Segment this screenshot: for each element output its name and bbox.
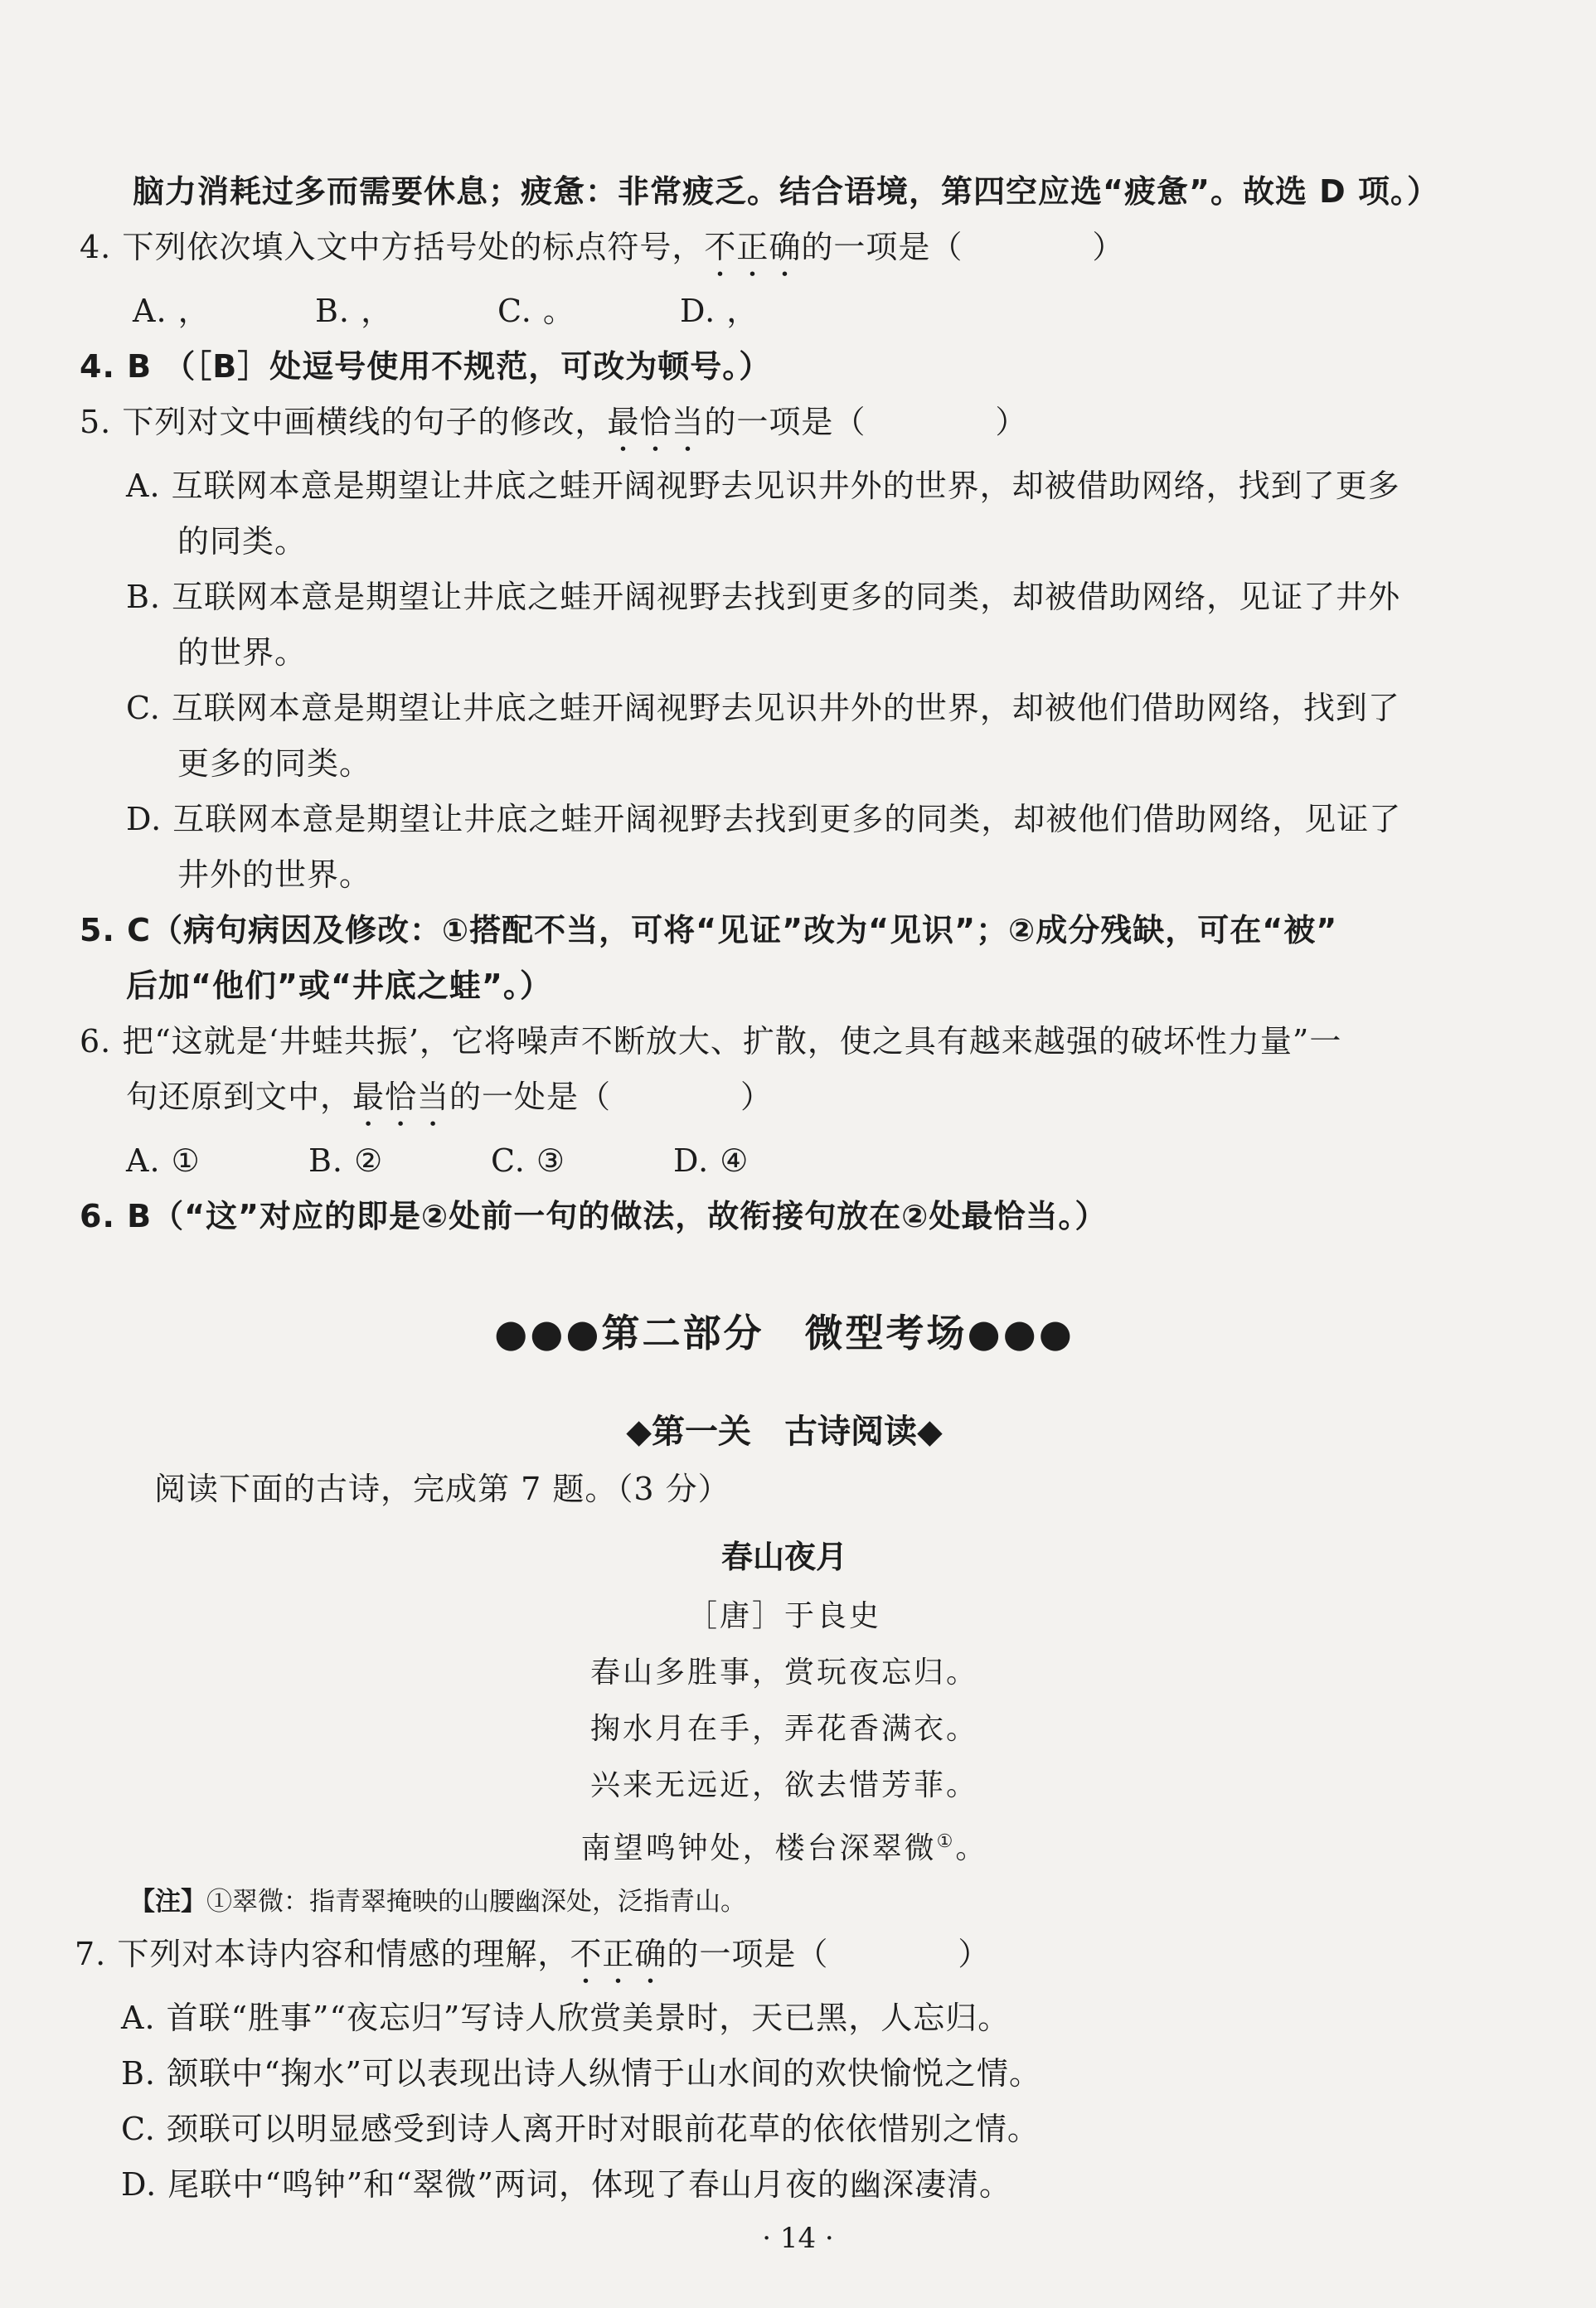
answer-5-line1: 5. C（病句病因及修改：①搭配不当，可将“见证”改为“见识”；②成分残缺，可在“被” (80, 912, 1338, 948)
content (75, 164, 1489, 2213)
q6-option-d: D. ④ (673, 1142, 749, 1179)
question-6-line1: 6. 把“这就是‘井蛙共振’，它将噪声不断放大、扩散，使之具有越来越强的破坏性力量”一 (80, 1023, 1342, 1059)
answer-4: 4. B （［B］处逗号使用不规范，可改为顿号。） (80, 348, 772, 385)
q5-option-b-line2: 的世界。 (177, 634, 308, 671)
poem-line-4 (80, 1814, 1489, 1877)
note-marker: ① (936, 1831, 956, 1852)
page-number: · 14 · (762, 2222, 834, 2255)
q7-option-c: C. 颈联可以明显感受到诗人离开时对眼前花草的依依惜别之情。 (121, 2111, 1040, 2147)
answer-continuation: 脑力消耗过多而需要休息；疲惫：非常疲乏。结合语境，第四空应选“疲惫”。故选 D 项。） (133, 173, 1439, 210)
q4-pre: 4. 下列依次填入文中方括号处的标点符号， (80, 229, 705, 265)
q4-option-b: B. ， (315, 293, 394, 329)
q7-emphasis: 不正确 (570, 1936, 667, 1972)
question-4 (80, 220, 1489, 284)
q5-option-a-line1: A. 互联网本意是期望让井底之蛙开阔视野去见识井外的世界，却被借助网络，找到了更多 (126, 468, 1400, 504)
section-title: ●●●第二部分 微型考场●●● (494, 1311, 1075, 1355)
q6-option-c: C. ③ (491, 1142, 565, 1179)
answer-6: 6. B（“这”对应的即是②处前一句的做法，故衔接句放在②处最恰当。） (80, 1198, 1108, 1234)
level-title: ◆第一关 古诗阅读◆ (626, 1413, 943, 1451)
poem-note (80, 1877, 1489, 1927)
q7-post: 的一项是（ ） (667, 1936, 991, 1972)
poem-line-4-end: 。 (955, 1831, 988, 1865)
q7-option-b: B. 颔联中“掬水”可以表现出诗人纵情于山水间的欢快愉悦之情。 (121, 2055, 1041, 2092)
q5-post: 的一项是（ ） (704, 404, 1028, 440)
poem-line-1: 春山多胜事，赏玩夜忘归。 (589, 1656, 978, 1690)
question-7 (75, 1927, 1489, 1990)
q5-option-c-line1: C. 互联网本意是期望让井底之蛙开阔视野去见识井外的世界，却被他们借助网络，找到了 (126, 690, 1400, 726)
q6-emphasis: 最恰当 (352, 1079, 450, 1115)
note-text: ①翠微：指青翠掩映的山腰幽深处，泛指青山。 (206, 1887, 746, 1917)
q4-emphasis: 不正确 (704, 229, 802, 265)
q5-option-b-line1: B. 互联网本意是期望让井底之蛙开阔视野去找到更多的同类，却被借助网络，见证了井外 (126, 579, 1401, 615)
poem-line-3: 兴来无远近，欲去惜芳菲。 (589, 1768, 978, 1802)
question-6-line2 (80, 1069, 1489, 1133)
q5-option-d-line2: 井外的世界。 (177, 856, 372, 893)
q5-option-c-line2: 更多的同类。 (177, 745, 372, 782)
q7-option-d: D. 尾联中“鸣钟”和“翠微”两词，体现了春山月夜的幽深凄清。 (121, 2166, 1011, 2203)
q7-option-a: A. 首联“胜事”“夜忘归”写诗人欣赏美景时，天已黑，人忘归。 (121, 2000, 1011, 2036)
q6-post: 的一处是（ ） (449, 1079, 774, 1115)
q4-option-a: A. ， (133, 293, 211, 329)
poem-title: 春山夜月 (720, 1539, 847, 1575)
q6-option-b: B. ② (308, 1142, 384, 1179)
q6-options (80, 1133, 1489, 1189)
q5-pre: 5. 下列对文中画横线的句子的修改， (80, 404, 608, 440)
q6-option-a: A. ① (126, 1142, 201, 1179)
note-label: 【注】 (129, 1887, 206, 1917)
poem-line-2: 掬水月在手，弄花香满衣。 (589, 1712, 978, 1746)
q4-option-c: C. 。 (497, 293, 575, 329)
reading-intro: 阅读下面的古诗，完成第 7 题。（3 分） (154, 1471, 730, 1507)
question-5 (80, 395, 1489, 458)
poem-author: ［唐］于良史 (686, 1599, 881, 1633)
poem-line-4-text: 南望鸣钟处，楼台深翠微 (580, 1831, 937, 1865)
answer-5-line2: 后加“他们”或“井底之蛙”。） (126, 967, 552, 1004)
q4-option-d: D. ， (680, 293, 759, 329)
q7-pre: 7. 下列对本诗内容和情感的理解， (75, 1936, 570, 1972)
q6-pre: 句还原到文中， (126, 1079, 353, 1115)
q5-option-d-line1: D. 互联网本意是期望让井底之蛙开阔视野去找到更多的同类，却被他们借助网络，见证了 (126, 801, 1402, 837)
q4-options (80, 284, 1489, 339)
q5-option-a-line2: 的同类。 (177, 523, 308, 560)
q5-emphasis: 最恰当 (607, 404, 705, 440)
q4-post: 的一项是（ ） (801, 229, 1125, 265)
